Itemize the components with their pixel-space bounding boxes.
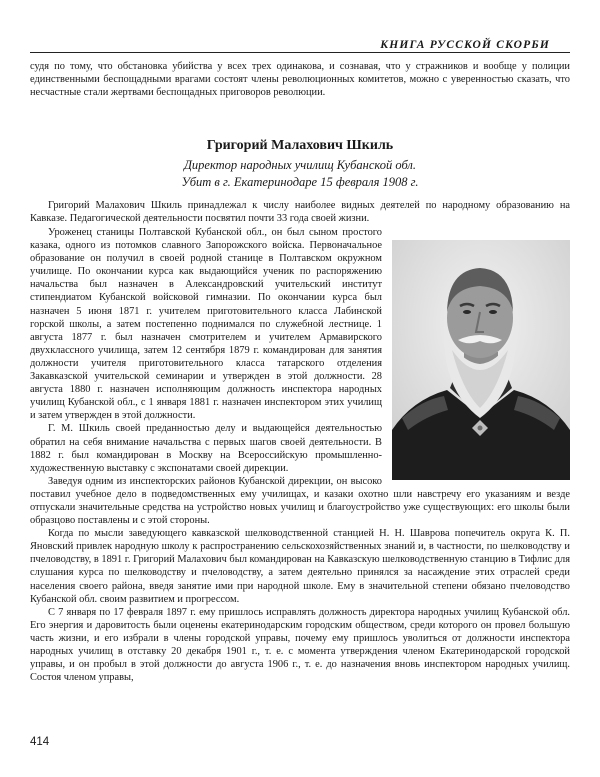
body-paragraph-3: Г. М. Шкиль своей преданностью делу и выдающейся деятельностью обратил на себя внимание начальства с первых шагов своей деятельности. В 1882 г. был командирован в Москву на Всероссийскую промышленно-художественную выставку с экспонатами своей дирекции. <box>30 423 382 474</box>
page-number: 414 <box>30 736 50 748</box>
intro-paragraph: судя по тому, что обстановка убийства у всех трех одинакова, и сознавая, что у стражников и вообще у полиции единственными беспощадными врагами состоят члены революционных комитетов, можно с уверенностью сказать, что несчастные стали жертвами беспощадных приговоров революции. <box>30 61 570 99</box>
running-header <box>30 34 570 53</box>
body-paragraph-1: Григорий Малахович Шкиль принадлежал к числу наиболее видных деятелей по народному образованию на Кавказе. Педагогической деятельности посвятил почти 33 года своей жизни. <box>30 200 570 225</box>
portrait-photo <box>392 240 570 480</box>
body-paragraph-5: Когда по мысли заведующего кавказской шелководственной станцией Н. Н. Шаврова попечитель округа К. П. Яновский привлек народную школу к распространению сельскохозяйственных знаний и, в частности, по шелководству и пчеловодству, в 1891 г. Григорий Малахович был командирован на Кавказскую шелководственную станцию в Тифлис для слушания курса по шелководству и пчеловодству, а затем деятельно принялся за насаждение этих отраслей среди населения своего района, введя занятие ими при народной школе. Ему в значительной степени обязано пчеловодство Кубанской обл. своим развитием и прогрессом. <box>30 528 570 605</box>
body-paragraph-6: С 7 января по 17 февраля 1897 г. ему пришлось исправлять должность директора народных училищ Кубанской обл. Его энергия и даровитость были оценены екатеринодарским городским обществом, среди которого он провел большую часть жизни, и его избрали в члены городской управы, почему ему пришлось уволиться от должности инспектора народных училищ в отставку 20 декабря 1901 г., т. е. с момента утверждения членом Екатеринодарской городской управы, и он пробыл в этой должности до августа 1906 г., т. е. до назначения вновь инспектором народных училищ. Состоя членом управы, <box>30 606 570 684</box>
running-header-title: КНИГА РУССКОЙ СКОРБИ <box>380 39 550 51</box>
wrap-block <box>30 226 570 684</box>
article-position: Директор народных училищ Кубанской обл. <box>183 158 417 172</box>
body-paragraph-4: Заведуя одним из инспекторских районов Кубанской дирекции, он высоко поставил учебное дело в подведомственных ему училищах, и казаки охотно шли навстречу его указаниям и везде отпускали значительные средства на устройство новых училищ и благоустройство уже существующих: его школы были образцово поставлены и с этой стороны. <box>30 475 570 527</box>
article-title: Григорий Малахович Шкиль <box>206 138 394 153</box>
body-paragraph-2: Уроженец станицы Полтавской Кубанской обл., он был сыном простого казака, одного из потомков славного Запорожского войска. Первоначальное образование он получил в своей родной станице в Полтавском окружном училище. По окончании курса как выдающийся ученик по распоряжению начальства был назначен в Александровский учительский институт стипендиатом Кубанской войсковой гимназии. По окончании курса был назначен 5 июня 1871 г. учителем приготовительного класса Лабинской горской школы, а затем постепенно поднимался по служебной лестнице. 1 августа 1877 г. был назначен смотрителем и учителем Армавирского двухклассного училища, затем 12 сентября 1879 г. командирован для занятия должности учителя приготовительного класса татарского отделения Закавказской учительской семинарии и утвержден в этой должности. 28 августа 1880 г. назначен исполняющим должность инспектора народных училищ Кубанской обл., с 1 января 1881 г. назначен инспектором этих училищ и затем утвержден в этой должности. <box>30 227 382 422</box>
article-killed: Убит в г. Екатеринодаре 15 февраля 1908 г. <box>181 175 419 189</box>
